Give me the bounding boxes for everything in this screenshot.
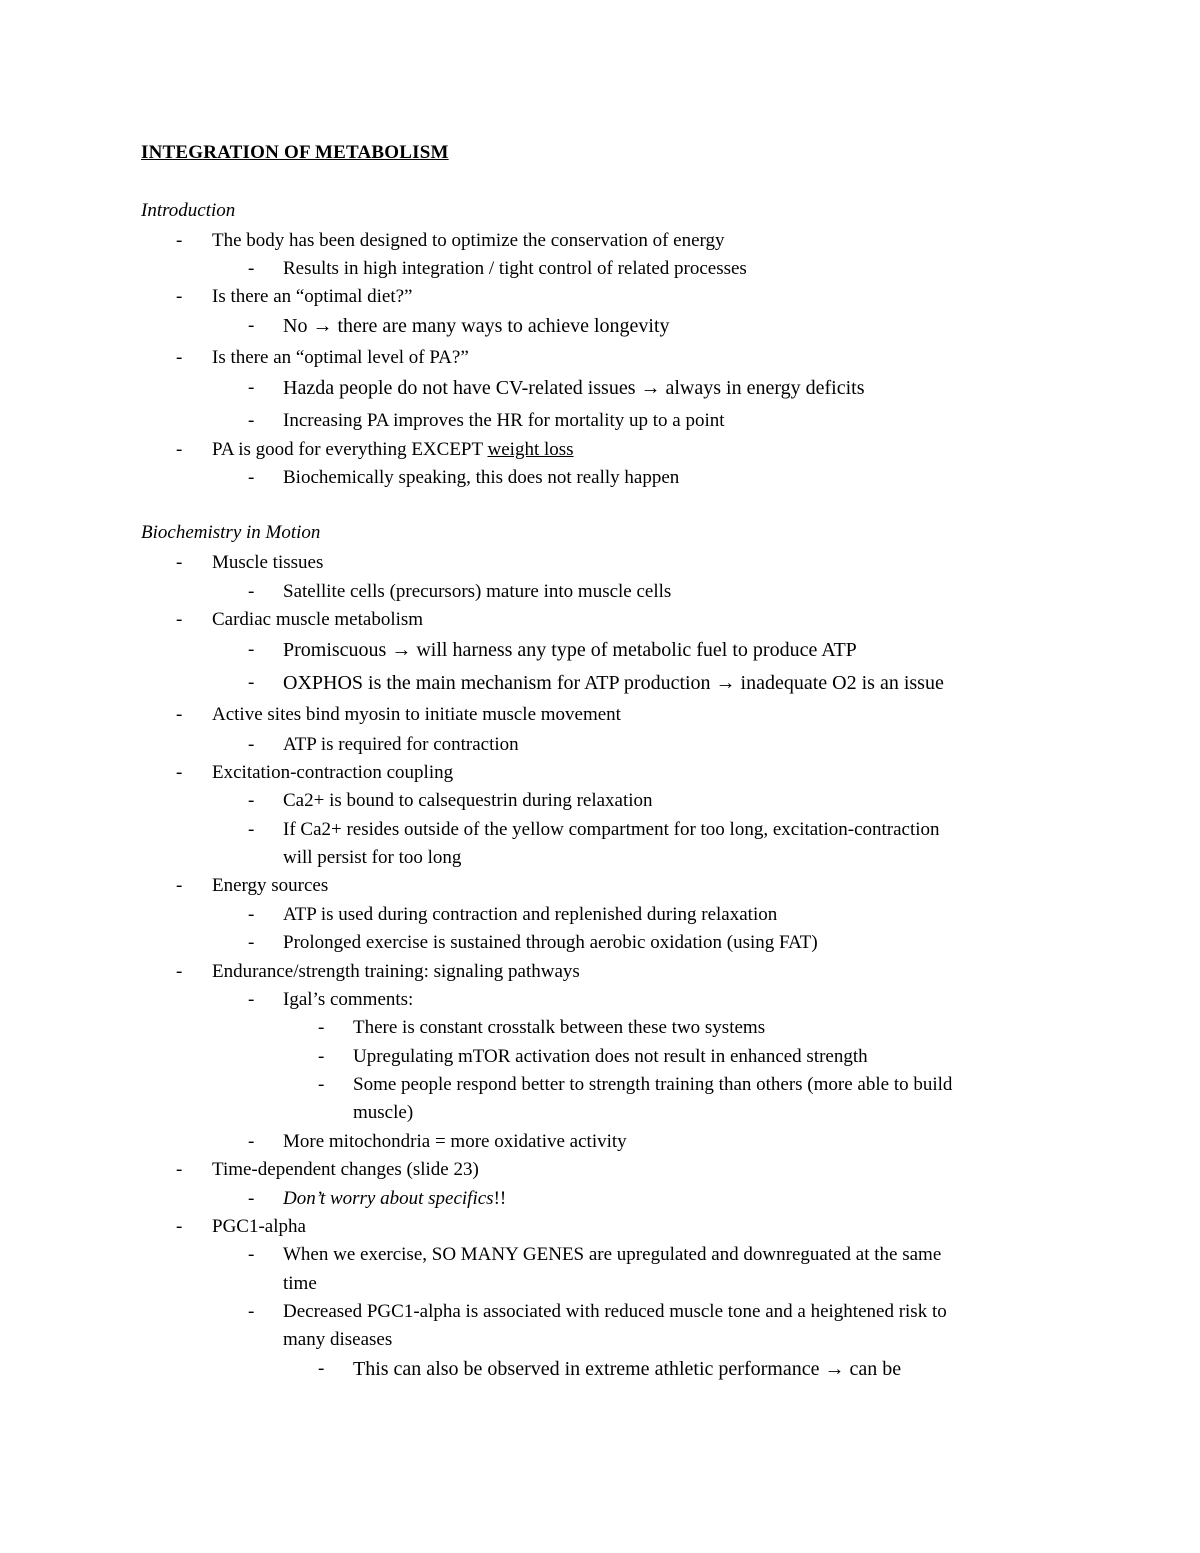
- list-item: Time-dependent changes (slide 23): [212, 1159, 479, 1180]
- list-item: Results in high integration / tight control of related processes: [283, 258, 747, 279]
- list-item: Hazda people do not have CV-related issues → always in energy deficits: [283, 377, 865, 399]
- list-item: Promiscuous → will harness any type of metabolic fuel to produce ATP: [283, 639, 857, 661]
- bullet-dash: -: [318, 1358, 325, 1379]
- bullet-dash: -: [176, 961, 183, 982]
- list-item: [212, 438, 574, 462]
- bullet-dash: -: [176, 439, 183, 460]
- list-item: Igal’s comments:: [283, 989, 414, 1010]
- list-item: Muscle tissues: [212, 552, 324, 573]
- list-item: Ca2+ is bound to calsequestrin during relaxation: [283, 790, 653, 811]
- bullet-dash: -: [176, 552, 183, 573]
- list-item: [283, 1187, 506, 1211]
- list-item-continuation: many diseases: [283, 1329, 393, 1350]
- list-item: Some people respond better to strength training than others (more able to build: [353, 1074, 953, 1095]
- bullet-dash: -: [248, 1131, 255, 1152]
- list-item: Cardiac muscle metabolism: [212, 609, 424, 630]
- bullet-dash: -: [318, 1017, 325, 1038]
- bullet-dash: -: [176, 609, 183, 630]
- list-item: If Ca2+ resides outside of the yellow compartment for too long, excitation-contraction: [283, 819, 940, 840]
- list-item: PGC1-alpha: [212, 1216, 306, 1237]
- section-heading-introduction: Introduction: [141, 200, 236, 221]
- bullet-dash: -: [248, 672, 255, 693]
- bullet-dash: -: [248, 904, 255, 925]
- list-item: The body has been designed to optimize the conservation of energy: [212, 230, 725, 251]
- bullet-dash: -: [248, 790, 255, 811]
- list-item: This can also be observed in extreme athletic performance → can be: [353, 1358, 902, 1380]
- list-item: Active sites bind myosin to initiate muscle movement: [212, 704, 621, 725]
- list-item: Excitation-contraction coupling: [212, 762, 454, 783]
- bullet-dash: -: [318, 1046, 325, 1067]
- list-item: Is there an “optimal diet?”: [212, 286, 413, 307]
- list-item: Energy sources: [212, 875, 329, 896]
- bullet-dash: -: [248, 581, 255, 602]
- bullet-dash: -: [248, 734, 255, 755]
- section-heading-biochemistry-in-motion: Biochemistry in Motion: [141, 522, 321, 543]
- document-title: INTEGRATION OF METABOLISM: [141, 142, 449, 163]
- list-item-continuation: time: [283, 1273, 317, 1294]
- underlined-text: weight loss: [487, 439, 574, 460]
- bullet-dash: -: [176, 762, 183, 783]
- list-item: Biochemically speaking, this does not really happen: [283, 467, 680, 488]
- bullet-dash: -: [248, 1244, 255, 1265]
- list-item: Satellite cells (precursors) mature into muscle cells: [283, 581, 672, 602]
- bullet-dash: -: [176, 230, 183, 251]
- list-item: More mitochondria = more oxidative activity: [283, 1131, 627, 1152]
- bullet-dash: -: [176, 347, 183, 368]
- list-item: ATP is required for contraction: [283, 734, 519, 755]
- bullet-dash: -: [248, 258, 255, 279]
- bullet-dash: -: [248, 1301, 255, 1322]
- bullet-dash: -: [176, 704, 183, 725]
- list-item: Increasing PA improves the HR for mortality up to a point: [283, 410, 725, 431]
- bullet-dash: -: [248, 989, 255, 1010]
- list-item-continuation: muscle): [353, 1102, 414, 1123]
- bullet-dash: -: [176, 875, 183, 896]
- list-item: No → there are many ways to achieve longevity: [283, 315, 670, 337]
- list-item-text: !!: [493, 1188, 507, 1209]
- list-item: When we exercise, SO MANY GENES are upregulated and downreguated at the same: [283, 1244, 942, 1265]
- bullet-dash: -: [248, 819, 255, 840]
- bullet-dash: -: [176, 1216, 183, 1237]
- bullet-dash: -: [176, 1159, 183, 1180]
- list-item: Is there an “optimal level of PA?”: [212, 347, 469, 368]
- bullet-dash: -: [248, 315, 255, 336]
- bullet-dash: -: [248, 1188, 255, 1209]
- bullet-dash: -: [248, 639, 255, 660]
- bullet-dash: -: [248, 377, 255, 398]
- list-item: Endurance/strength training: signaling pathways: [212, 961, 580, 982]
- bullet-dash: -: [318, 1074, 325, 1095]
- bullet-dash: -: [248, 467, 255, 488]
- bullet-dash: -: [248, 932, 255, 953]
- list-item-text: PA is good for everything EXCEPT: [212, 439, 488, 460]
- list-item: Decreased PGC1-alpha is associated with reduced muscle tone and a heightened risk to: [283, 1301, 947, 1322]
- bullet-dash: -: [248, 410, 255, 431]
- list-item: There is constant crosstalk between these two systems: [353, 1017, 766, 1038]
- list-item: ATP is used during contraction and replenished during relaxation: [283, 904, 778, 925]
- bullet-dash: -: [176, 286, 183, 307]
- list-item: Prolonged exercise is sustained through aerobic oxidation (using FAT): [283, 932, 818, 953]
- list-item: Upregulating mTOR activation does not result in enhanced strength: [353, 1046, 868, 1067]
- list-item: OXPHOS is the main mechanism for ATP production → inadequate O2 is an issue: [283, 672, 944, 694]
- list-item-continuation: will persist for too long: [283, 847, 462, 868]
- italic-text: Don’t worry about specifics: [283, 1188, 494, 1209]
